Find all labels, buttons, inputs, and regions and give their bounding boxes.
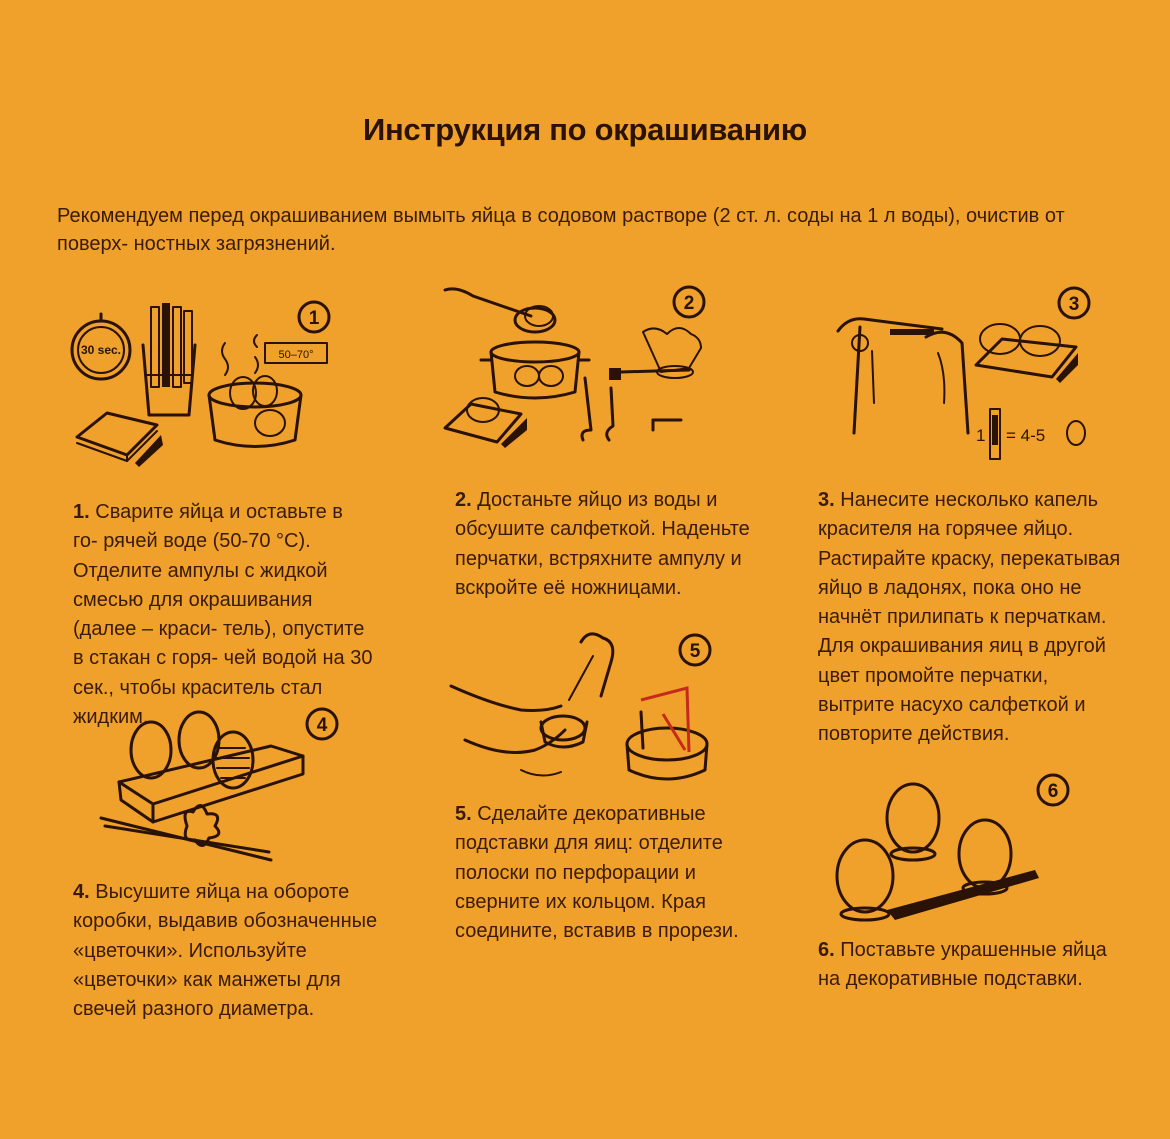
- step-number: 1.: [73, 501, 90, 523]
- illustration-step-1: [65, 295, 350, 470]
- step-5-text: [455, 800, 745, 946]
- step-description: Нанесите несколько капель красителя на горячее яйцо. Растирайте краску, перекатывая яйцо в ладонях, пока оно не начнёт прилипать к перчаткам. Для окрашивания яиц в другой цвет промойте перчатки, вытрите насухо салфеткой и повторите действия.: [818, 489, 1121, 746]
- svg-text:5: 5: [689, 641, 701, 662]
- illustration-step-3: [830, 283, 1095, 468]
- svg-text:1: 1: [308, 308, 320, 329]
- napkin-with-egg-icon: [445, 398, 527, 448]
- step-badge-5: [680, 635, 710, 665]
- step-number: 3.: [818, 489, 835, 511]
- svg-text:6: 6: [1047, 781, 1059, 802]
- svg-text:50–70°: 50–70°: [278, 349, 314, 361]
- step-description: Сварите яйца и оставьте в го- рячей воде (50-70 °С). Отделите ампулы с жидкой смесью для окрашивания (далее – краси- тель), опустите в стакан с горя- чей водой на 30 сек., чтобы краситель стал жидким.: [73, 501, 373, 729]
- step-2-text: [455, 486, 765, 603]
- svg-text:1: 1: [976, 426, 986, 445]
- candles-icon: [101, 805, 271, 860]
- pot-icon: [481, 342, 589, 398]
- ring-stand-icon: [627, 688, 707, 779]
- svg-text:3: 3: [1068, 294, 1080, 315]
- hands-folding-stand-icon: [451, 634, 613, 776]
- intro-text: Рекомендуем перед окрашиванием вымыть яйца в содовом растворе (2 ст. л. соды на 1 л воды), очистив от поверх- ностных загрязнений.: [57, 205, 1065, 255]
- gloved-hands-icon: [838, 319, 968, 433]
- step-number: 6.: [818, 939, 835, 961]
- timer-icon: [72, 314, 130, 379]
- glass-with-ampoules-icon: [143, 303, 195, 415]
- step-4-text: [73, 878, 393, 1024]
- step-badge-3: [1059, 288, 1089, 318]
- step-3-text: [818, 486, 1128, 750]
- illustration-step-5: [445, 622, 725, 797]
- step-badge-6: [1038, 775, 1068, 805]
- dye-ratio-label: [976, 409, 1085, 459]
- step-number: 4.: [73, 881, 90, 903]
- timer-label: 30 sec.: [80, 343, 122, 357]
- step-badge-1: [299, 302, 329, 332]
- step-description: Достаньте яйцо из воды и обсушите салфеткой. Наденьте перчатки, встряхните ампулу и вскройте её ножницами.: [455, 489, 750, 599]
- step-number: 5.: [455, 803, 472, 825]
- svg-text:2: 2: [683, 293, 695, 314]
- eggs-on-stands-icon: [837, 784, 1039, 920]
- step-badge-2: [674, 287, 704, 317]
- step-1-text: [73, 498, 373, 732]
- napkin-with-eggs-icon: [976, 324, 1078, 383]
- svg-text:= 4-5: = 4-5: [1006, 426, 1046, 445]
- illustration-step-6: [825, 770, 1080, 930]
- spoon-icon: [445, 289, 555, 332]
- hand-with-ampoule-icon: [582, 328, 701, 440]
- step-description: Поставьте украшенные яйца на декоративные подставки.: [818, 939, 1107, 991]
- napkin-icon: [77, 413, 163, 467]
- step-description: Сделайте декоративные подставки для яиц: отделите полоски по перфорации и сверните их кольцом. Края соедините, вставив в прорези.: [455, 803, 739, 943]
- illustration-step-2: [435, 280, 720, 450]
- step-number: 2.: [455, 489, 472, 511]
- page-title: Инструкция по окрашиванию: [363, 112, 807, 147]
- thermometer-label: [254, 335, 327, 363]
- step-6-text: [818, 936, 1118, 995]
- svg-text:4: 4: [316, 715, 328, 736]
- step-description: Высушите яйца на обороте коробки, выдавив обозначенные «цветочки». Используйте «цветочки» как манжеты для свечей разного диаметра.: [73, 881, 378, 1021]
